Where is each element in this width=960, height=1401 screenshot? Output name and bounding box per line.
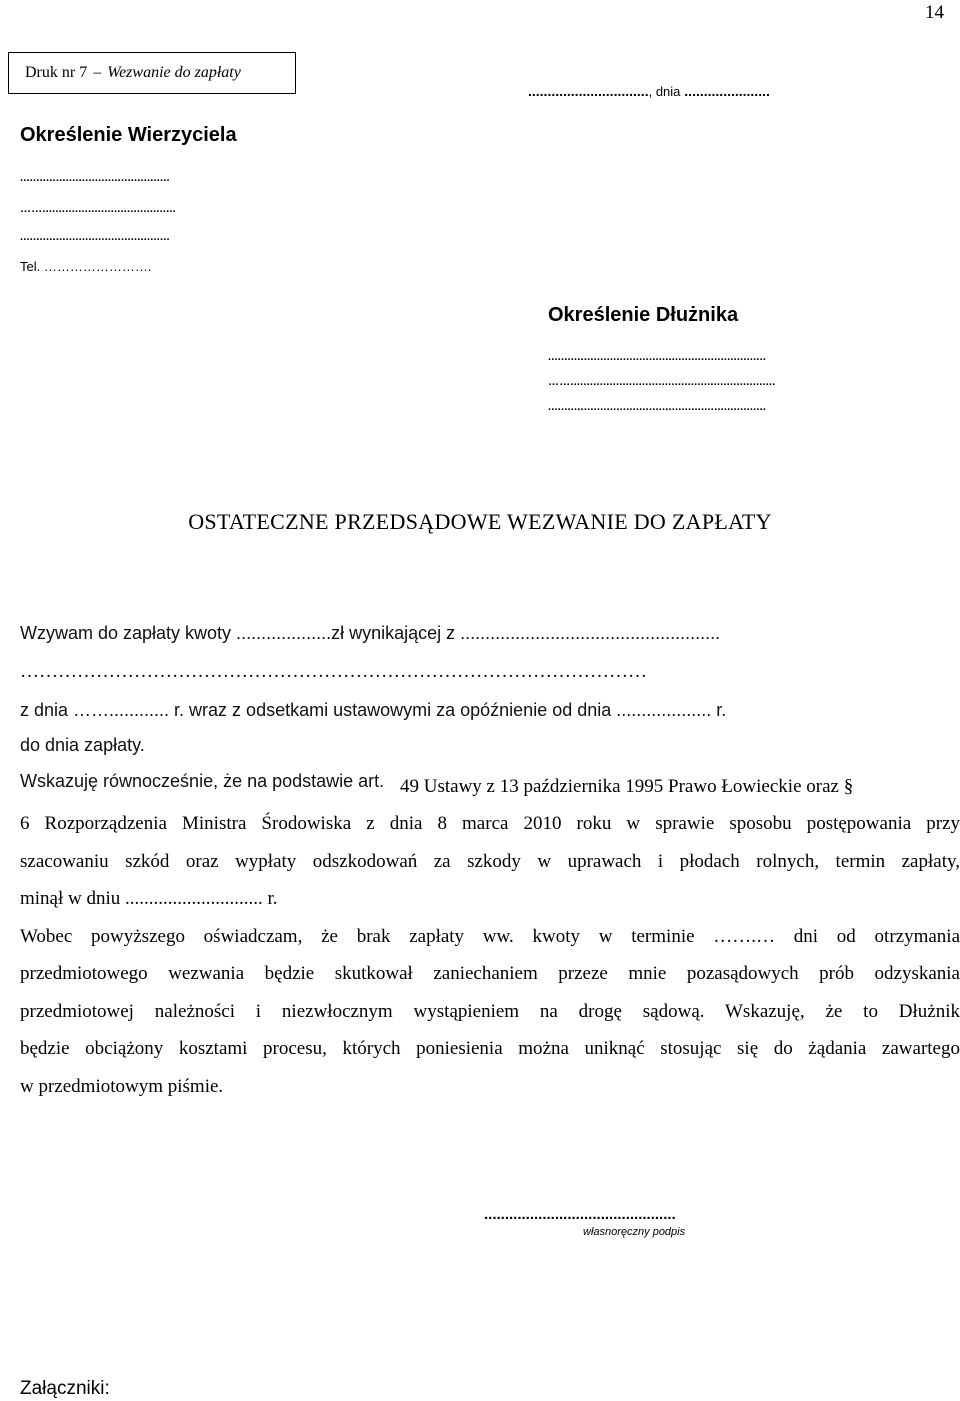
paragraph-line-8: będzie obciążony kosztami procesu, których poniesienia można uniknąć stosując się do żądania zawartego bbox=[20, 1038, 960, 1059]
creditor-line-1[interactable]: .............................................. bbox=[20, 172, 170, 184]
creditor-phone[interactable]: Tel. ……………………. bbox=[20, 259, 152, 274]
paragraph-line-9: w przedmiotowym piśmie. bbox=[20, 1075, 224, 1097]
creditor-heading: Określenie Wierzyciela bbox=[20, 124, 237, 146]
paragraph-line-4[interactable]: minął w dniu ............................. r. bbox=[20, 888, 278, 909]
place-date-line bbox=[528, 83, 770, 99]
demand-line-basis: Wskazuję równocześnie, że na podstawie art. bbox=[20, 771, 385, 791]
form-number: Druk nr 7 bbox=[25, 64, 88, 81]
creditor-line-3[interactable]: .............................................. bbox=[20, 231, 170, 243]
paragraph-line-1 bbox=[400, 768, 853, 806]
debtor-line-3[interactable]: ................................................................... bbox=[548, 401, 767, 413]
attachments-label: Załączniki: bbox=[20, 1378, 110, 1399]
document-title: OSTATECZNE PRZEDSĄDOWE WEZWANIE DO ZAPŁATY bbox=[188, 509, 772, 534]
paragraph-line-3: szacowaniu szkód oraz wypłaty odszkodowań za szkody w uprawach i płodach rolnych, termin zapłaty, bbox=[20, 850, 960, 872]
paragraph-line-6: przedmiotowego wezwania będzie skutkował zaniechaniem przeze mnie pozasądowych prób odzyskania bbox=[20, 963, 960, 984]
place-field[interactable]: ............................... bbox=[528, 83, 649, 99]
demand-line-amount[interactable]: Wzywam do zapłaty kwoty ...................zł wynikającej z .................................................... bbox=[20, 623, 721, 643]
demand-line-until: do dnia zapłaty. bbox=[20, 735, 145, 755]
form-separator: – bbox=[93, 64, 102, 81]
debtor-heading: Określenie Dłużnika bbox=[548, 304, 739, 326]
debtor-line-2[interactable]: ……............................................................... bbox=[548, 376, 776, 388]
page-number: 14 bbox=[925, 2, 944, 23]
demand-line-dates[interactable]: z dnia ……............ r. wraz z odsetkami ustawowymi za opóźnienie od dnia ................... r. bbox=[20, 700, 727, 720]
demand-line-blank[interactable]: ……………………………………………………………………………………… bbox=[20, 661, 647, 682]
form-label-box bbox=[8, 52, 296, 94]
paragraph-line-7: przedmiotowej należności i niezwłocznym wystąpieniem na drogę sądową. Wskazuję, że to Dłużnik bbox=[20, 1000, 960, 1022]
debtor-line-1[interactable]: ................................................................... bbox=[548, 351, 767, 363]
signature-caption: własnoręczny podpis bbox=[583, 1226, 686, 1238]
date-field[interactable]: ...................... bbox=[684, 83, 770, 99]
paragraph-line-2: 6 Rozporządzenia Ministra Środowiska z dnia 8 marca 2010 roku w sprawie sposobu postępowania przy bbox=[20, 813, 960, 834]
creditor-line-2[interactable]: ……......................................... bbox=[20, 203, 176, 215]
form-title: Wezwanie do zapłaty bbox=[107, 64, 241, 81]
date-prefix: , dnia bbox=[648, 84, 681, 99]
paragraph-line-1-text: 49 Ustawy z 13 października 1995 Prawo Łowieckie oraz § bbox=[400, 776, 854, 797]
main-paragraph bbox=[20, 805, 960, 1105]
signature-field[interactable]: .............................................. bbox=[484, 1206, 676, 1223]
paragraph-line-5[interactable]: Wobec powyższego oświadczam, że brak zapłaty ww. kwoty w terminie …….… dni od otrzymania bbox=[20, 925, 960, 947]
